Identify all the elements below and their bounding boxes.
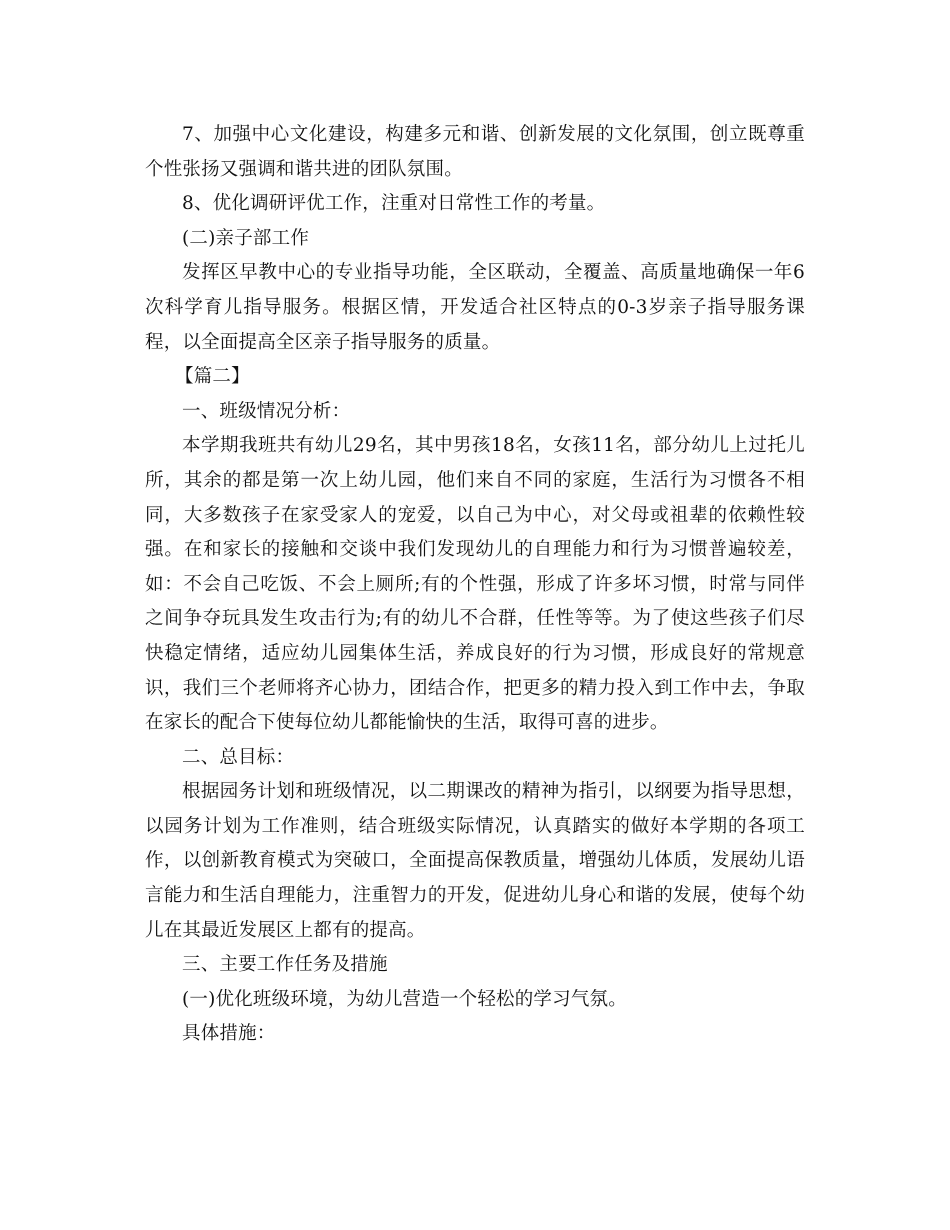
heading-main-tasks: 三、主要工作任务及措施 [182,954,388,976]
subheading-parent-child: (二)亲子部工作 [182,227,310,249]
paragraph-item-7: 7、加强中心文化建设，构建多元和谐、创新发展的文化氛围，创立既尊重个性张扬又强调和谐共进的团队氛围。 [145,124,805,180]
paragraph-parent-child: 发挥区早教中心的专业指导功能，全区联动，全覆盖、高质量地确保一年6次科学育儿指导服务。根据区情，开发适合社区特点的0-3岁亲子指导服务课程，以全面提高全区亲子指导服务的质量。 [145,262,805,353]
heading-class-analysis: 一、班级情况分析： [182,400,351,422]
document-body [145,118,805,1052]
paragraph-item-8: 8、优化调研评优工作，注重对日常性工作的考量。 [182,193,606,215]
subheading-specific-measures: 具体措施： [182,1023,276,1045]
subheading-optimize-environment: (一)优化班级环境，为幼儿营造一个轻松的学习气氛。 [182,988,627,1010]
paragraph-class-analysis: 本学期我班共有幼儿29名，其中男孩18名，女孩11名，部分幼儿上过托儿所，其余的都是第一次上幼儿园，他们来自不同的家庭，生活行为习惯各不相同，大多数孩子在家受家人的宠爱，以自己为中心，对父母或祖辈的依赖性较强。在和家长的接触和交谈中我们发现幼儿的自理能力和行为习惯普遍较差，如：不会自己吃饭、不会上厕所;有的个性强，形成了许多坏习惯，时常与同伴之间争夺玩具发生攻击行为;有的幼儿不合群，任性等等。为了使这些孩子们尽快稳定情绪，适应幼儿园集体生活，养成良好的行为习惯，形成良好的常规意识，我们三个老师将齐心协力，团结合作，把更多的精力投入到工作中去，争取在家长的配合下使每位幼儿都能愉快的生活，取得可喜的进步。 [145,435,805,734]
section-title-part-two: 【篇二】 [175,366,250,388]
paragraph-general-goal: 根据园务计划和班级情况，以二期课改的精神为指引，以纲要为指导思想，以园务计划为工作准则，结合班级实际情况，认真踏实的做好本学期的各项工作，以创新教育模式为突破口，全面提高保教质量，增强幼儿体质，发展幼儿语言能力和生活自理能力，注重智力的开发，促进幼儿身心和谐的发展，使每个幼儿在其最近发展区上都有的提高。 [145,781,805,941]
heading-general-goal: 二、总目标： [182,746,295,768]
